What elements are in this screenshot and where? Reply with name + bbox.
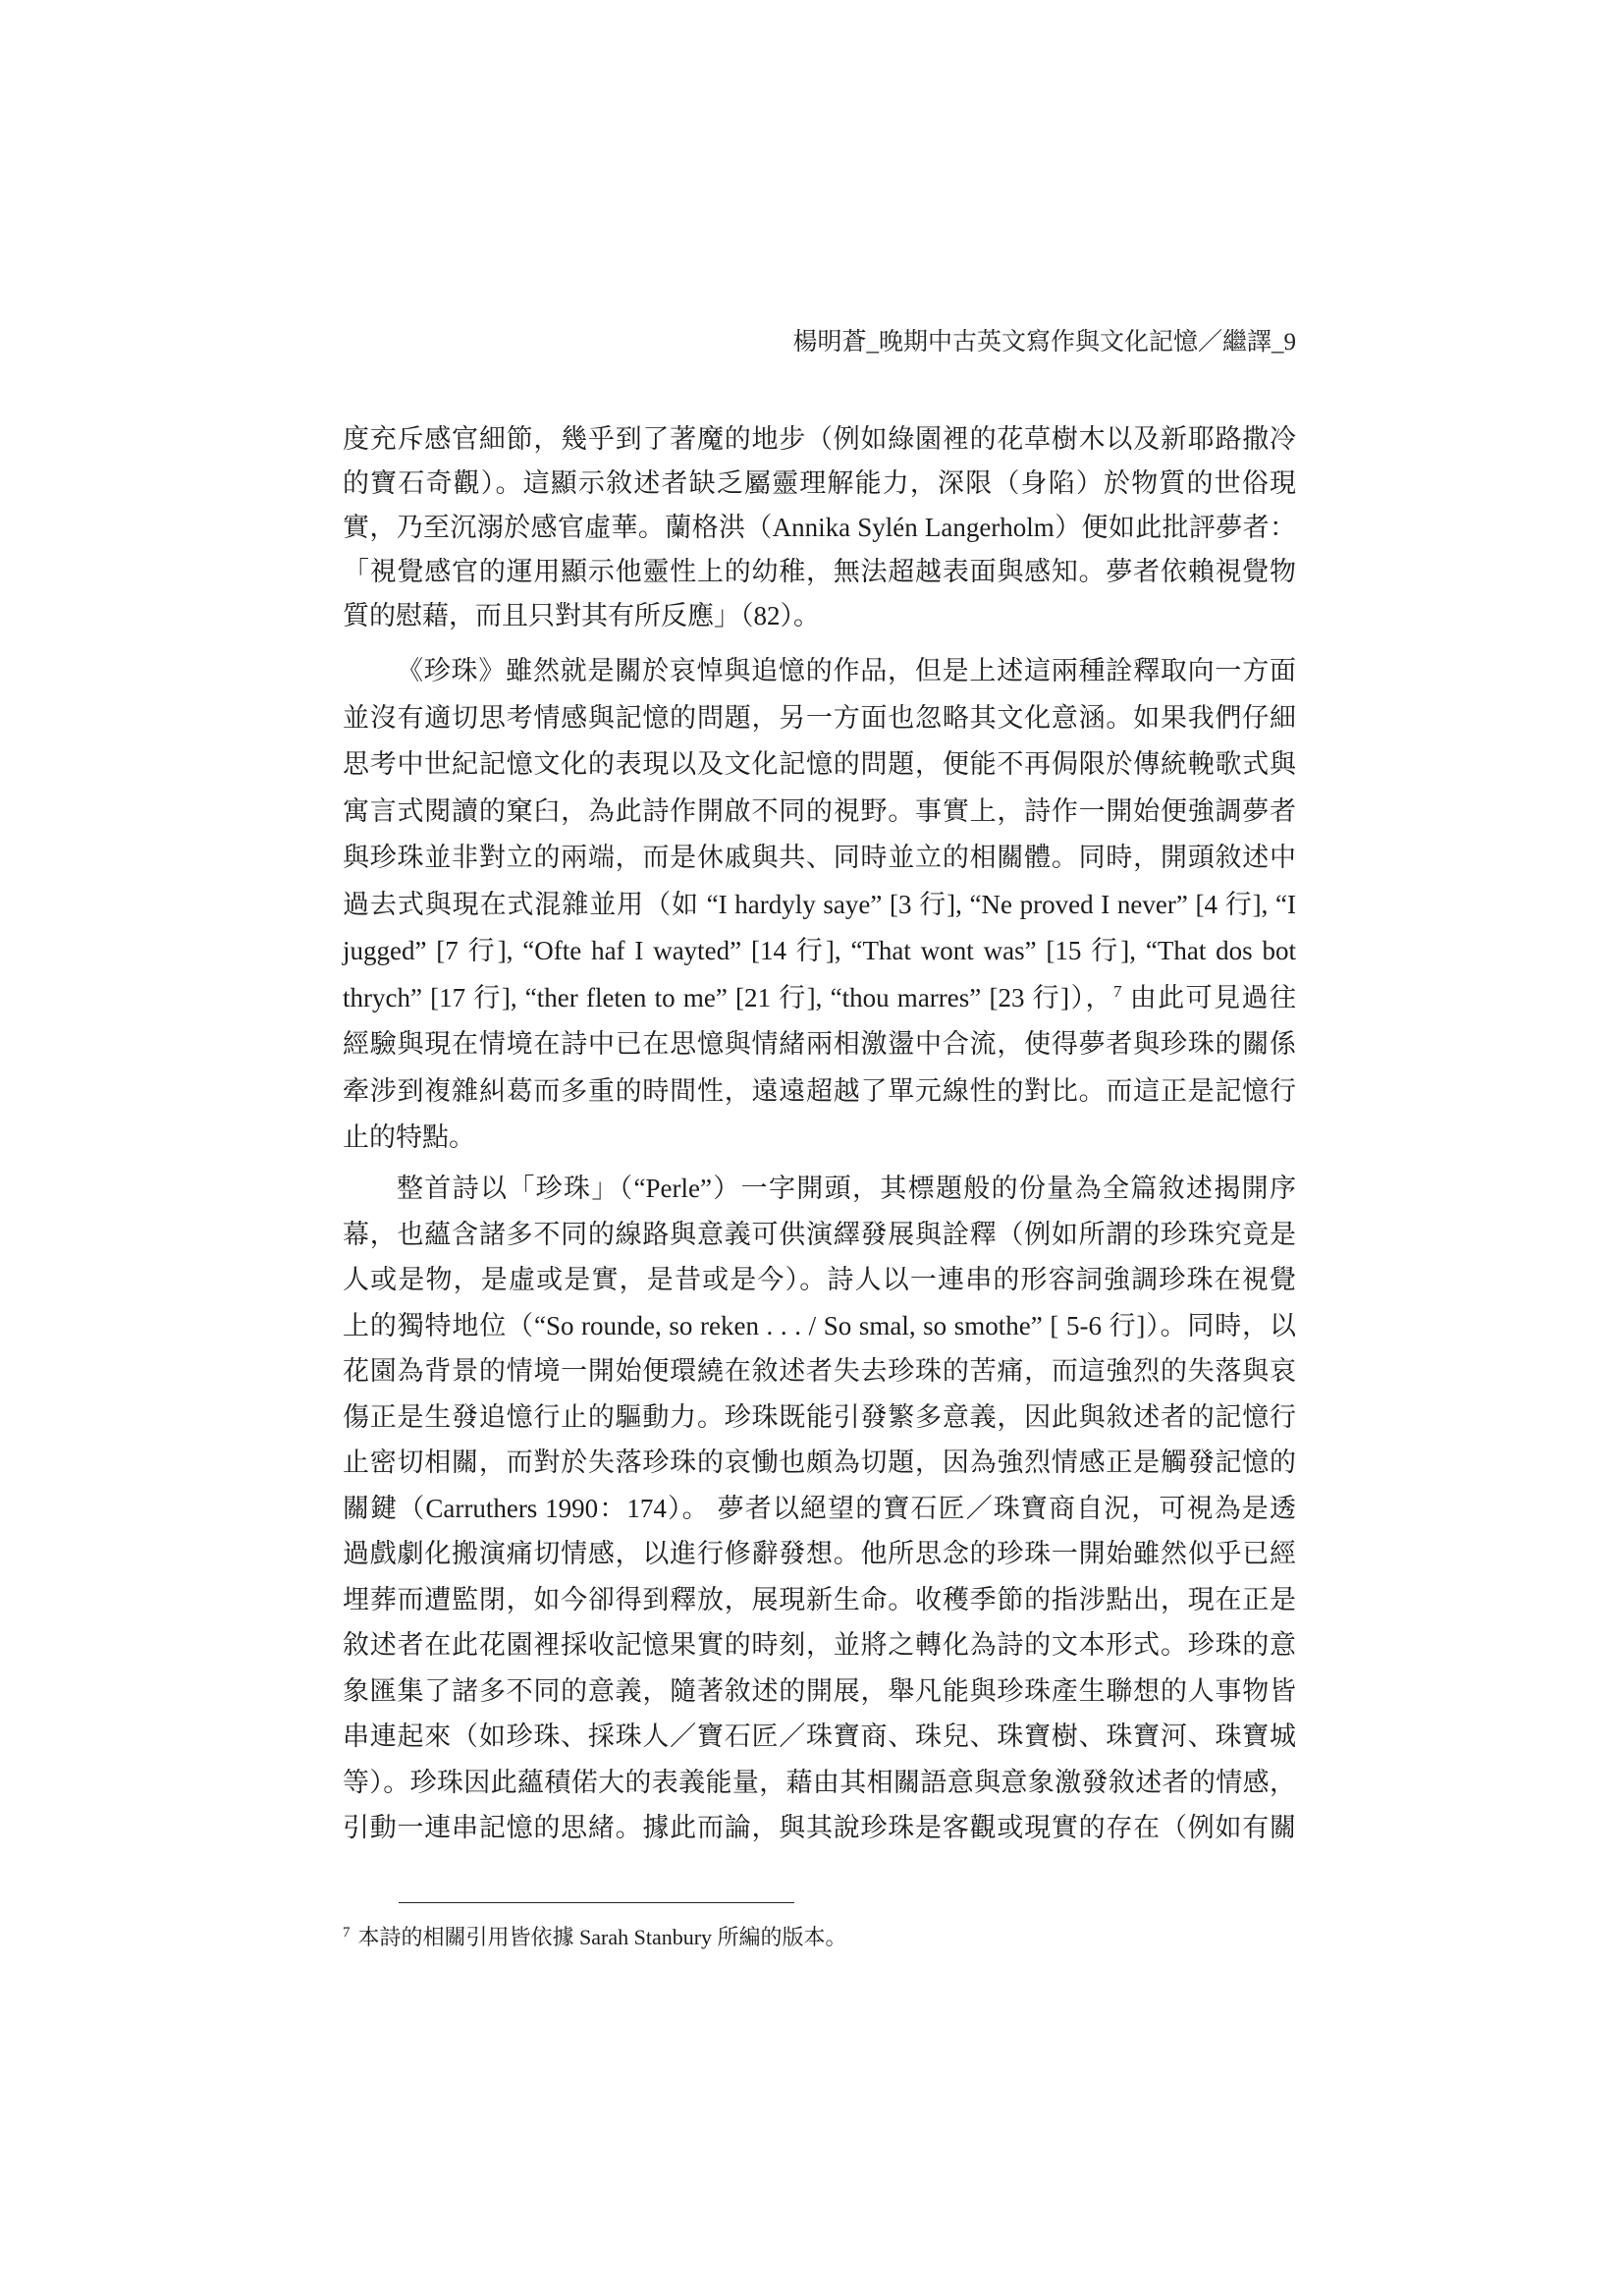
body-line: 象匯集了諸多不同的意義，隨著敘述的開展，舉凡能與珍珠產生聯想的人事物皆 xyxy=(343,1675,1296,1706)
body-line: 寓言式閱讀的窠臼，為此詩作開啟不同的視野。事實上，詩作一開始便強調夢者 xyxy=(343,795,1296,826)
body-line: 傷正是生發追憶行止的驅動力。珍珠既能引發繁多意義，因此與敘述者的記憶行 xyxy=(343,1401,1296,1432)
running-head: 楊明蒼_晚期中古英文寫作與文化記憶／繼譯_9 xyxy=(792,329,1296,355)
body-line: jugged” [7 行], “Ofte haf I wayted” [14 行], “That wont was” [15 行], “That dos bot xyxy=(343,936,1296,965)
body-line: 過戲劇化搬演痛切情感，以進行修辭發想。他所思念的珍珠一開始雖然似乎已經 xyxy=(343,1539,1296,1568)
body-line: 並沒有適切思考情感與記憶的問題，另一方面也忽略其文化意涵。如果我們仔細 xyxy=(343,702,1296,733)
body-line: 《珍珠》雖然就是關於哀悼與追憶的作品，但是上述這兩種詮釋取向一方面 xyxy=(397,656,1296,685)
footnote-reference[interactable]: 7 xyxy=(1113,981,1122,1001)
body-line: 過去式與現在式混雜並用（如 “I hardyly saye” [3 行], “Ne proved I never” [4 行], “I xyxy=(343,889,1296,919)
body-line: 實，乃至沉溺於感官虛華。蘭格洪（Annika Sylén Langerholm）便如此批評夢者： xyxy=(343,513,1296,542)
body-line: 止的特點。 xyxy=(343,1122,475,1152)
paragraph xyxy=(343,417,1296,638)
body-line: 思考中世紀記憶文化的表現以及文化記憶的問題，便能不再侷限於傳統輓歌式與 xyxy=(343,749,1296,779)
body-line: 牽涉到複雜糾葛而多重的時間性，遠遠超越了單元線性的對比。而這正是記憶行 xyxy=(343,1075,1296,1106)
body-line: 埋葬而遭監閉，如今卻得到釋放，展現新生命。收穫季節的指涉點出，現在正是 xyxy=(343,1584,1296,1614)
body-line: 幕，也蘊含諸多不同的線路與意義可供演繹發展與詮釋（例如所謂的珍珠究竟是 xyxy=(343,1219,1296,1249)
body-line: 關鍵（Carruthers 1990：174）。 夢者以絕望的寶石匠／珠寶商自況，可視為是透 xyxy=(343,1493,1296,1523)
body-line: 止密切相關，而對於失落珍珠的哀慟也頗為切題，因為強烈情感正是觸發記憶的 xyxy=(343,1448,1296,1477)
footnote-number: 7 xyxy=(343,1924,351,1941)
body-line: 與珍珠並非對立的兩端，而是休戚與共、同時並立的相關體。同時，開頭敘述中 xyxy=(343,843,1296,872)
body-line: 花園為背景的情境一開始便環繞在敘述者失去珍珠的苦痛，而這強烈的失落與哀 xyxy=(343,1356,1296,1386)
body-line: 整首詩以「珍珠」（“Perle”）一字開頭，其標題般的份量為全篇敘述揭開序 xyxy=(397,1174,1296,1203)
body-line: 串連起來（如珍珠、採珠人／寶石匠／珠寶商、珠兒、珠寶樹、珠寶河、珠寶城 xyxy=(343,1722,1296,1751)
footnote-text: 本詩的相關引用皆依據 Sarah Stanbury 所編的版本。 xyxy=(357,1925,847,1949)
body-line: 敘述者在此花園裡採收記憶果實的時刻，並將之轉化為詩的文本形式。珍珠的意 xyxy=(343,1630,1296,1660)
footnote-divider xyxy=(399,1902,794,1903)
body-line: 經驗與現在情境在詩中已在思憶與情緒兩相激盪中合流，使得夢者與珍珠的關係 xyxy=(343,1029,1296,1059)
body-line: 引動一連串記憶的思緒。據此而論，與其說珍珠是客觀或現實的存在（例如有關 xyxy=(343,1813,1296,1842)
body-line-text: 由此可見過往 xyxy=(1121,982,1297,1012)
body-line: 人或是物，是虛或是實，是昔或是今）。詩人以一連串的形容詞強調珍珠在視覺 xyxy=(343,1265,1296,1294)
body-line: 「視覺感官的運用顯示他靈性上的幼稚，無法超越表面與感知。夢者依賴視覺物 xyxy=(343,557,1296,586)
paragraph xyxy=(343,648,1296,1162)
body-line: 等）。珍珠因此蘊積偌大的表義能量，藉由其相關語意與意象激發敘述者的情感， xyxy=(343,1767,1296,1797)
body-line: 質的慰藉，而且只對其有所反應」（82）。 xyxy=(343,601,820,630)
body-line: 上的獨特地位（“So rounde, so reken . . . / So smal, so smothe” [ 5-6 行]）。同時，以 xyxy=(343,1310,1296,1340)
footnote xyxy=(343,1924,847,1951)
body-line: 的寶石奇觀）。這顯示敘述者缺乏屬靈理解能力，深限（身陷）於物質的世俗現 xyxy=(343,468,1296,498)
body-line: 度充斥感官細節，幾乎到了著魔的地步（例如綠園裡的花草樹木以及新耶路撒冷 xyxy=(343,424,1296,454)
paragraph xyxy=(343,1166,1296,1851)
body-line-text: thrych” [17 行], “ther fleten to me” [21 行], “thou marres” [23 行]）， xyxy=(343,982,1113,1012)
body-line-with-footnote-ref xyxy=(343,975,1296,1022)
